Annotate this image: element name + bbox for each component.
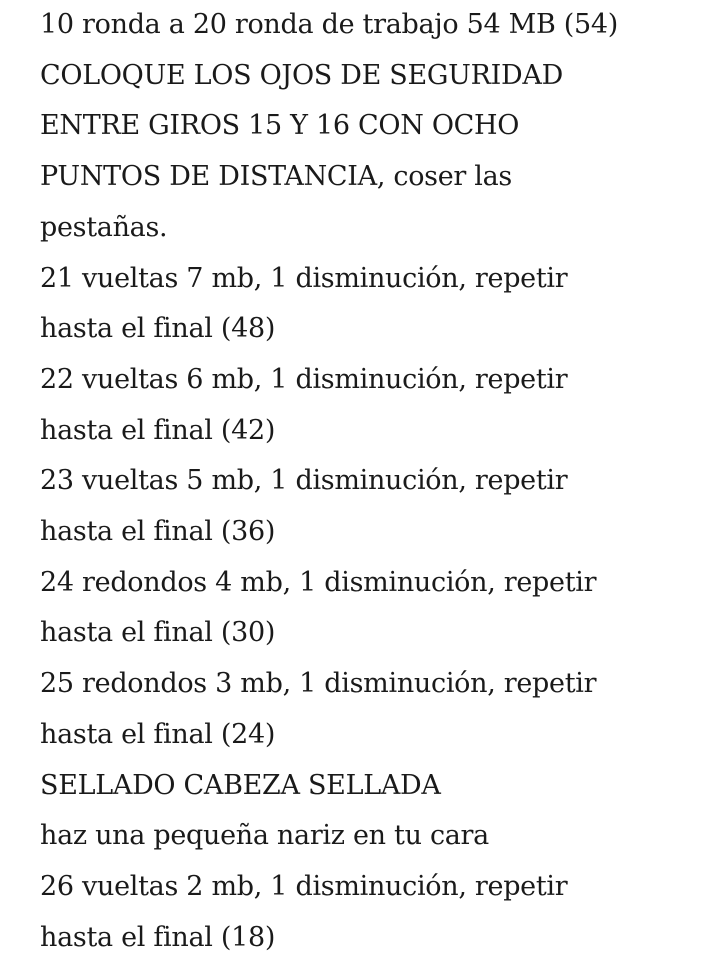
text-line-round-22: 22 vueltas 6 mb, 1 disminución, repetir (40, 363, 568, 395)
text-line-round-26: 26 vueltas 2 mb, 1 disminución, repetir (40, 870, 568, 902)
pattern-instructions (40, 0, 680, 963)
text-line-safety-eyes-3: PUNTOS DE DISTANCIA, coser las (40, 161, 512, 193)
text-line-seal-head: SELLADO CABEZA SELLADA (40, 769, 441, 801)
text-line-round-23: 23 vueltas 5 mb, 1 disminución, repetir (40, 465, 568, 497)
text-line-round-25-end: hasta el final (24) (40, 718, 276, 750)
text-line-round-24-end: hasta el final (30) (40, 617, 276, 649)
text-line-round-21-end: hasta el final (48) (40, 313, 276, 345)
text-line-nose: haz una pequeña nariz en tu cara (40, 820, 489, 852)
text-line-round-25: 25 redondos 3 mb, 1 disminución, repetir (40, 668, 597, 700)
text-line-round-26-end: hasta el final (18) (40, 921, 276, 953)
text-line-round-10-20: 10 ronda a 20 ronda de trabajo 54 MB (54) (40, 9, 619, 40)
text-line-safety-eyes-2: ENTRE GIROS 15 Y 16 CON OCHO (40, 110, 520, 142)
text-line-round-22-end: hasta el final (42) (40, 414, 276, 446)
text-line-round-21: 21 vueltas 7 mb, 1 disminución, repetir (40, 262, 568, 294)
text-line-safety-eyes-4: pestañas. (40, 211, 168, 243)
text-line-safety-eyes-1: COLOQUE LOS OJOS DE SEGURIDAD (40, 59, 563, 91)
text-line-round-23-end: hasta el final (36) (40, 516, 276, 548)
text-line-round-24: 24 redondos 4 mb, 1 disminución, repetir (40, 566, 597, 598)
